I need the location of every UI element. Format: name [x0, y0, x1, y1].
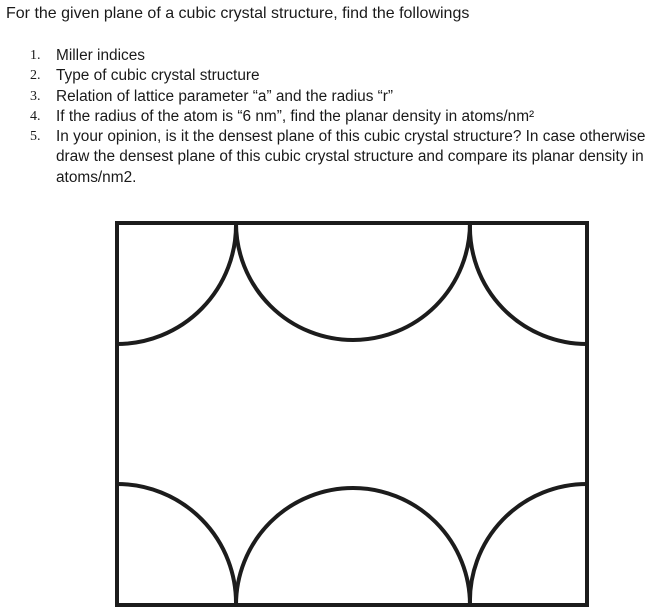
question-text: Type of cubic crystal structure: [56, 67, 260, 85]
question-number: 3.: [30, 88, 41, 104]
question-number: 2.: [30, 68, 41, 84]
problem-intro: For the given plane of a cubic crystal structure, find the followings: [6, 5, 470, 22]
atom-arc-bottom-right: [470, 484, 587, 605]
question-number: 5.: [30, 129, 41, 145]
atom-arc-top-right: [470, 223, 587, 344]
question-number: 1.: [30, 48, 41, 63]
question-text: Miller indices: [56, 47, 145, 64]
question-text: In your opinion, is it the densest plane of this cubic crystal structure? In case otherwise draw the densest plane of this cubic crystal structure and compare its planar density in atoms/nm2.: [56, 128, 646, 186]
question-text: If the radius of the atom is “6 nm”, find the planar density in atoms/nm²: [56, 107, 535, 125]
atom-arc-top-left: [117, 223, 236, 344]
question-number: 4.: [30, 108, 41, 124]
atom-arc-bottom-left: [117, 484, 236, 605]
unit-cell-outline: [117, 223, 587, 605]
atom-arc-top-center: [236, 223, 470, 340]
atom-arc-bottom-center: [236, 488, 470, 605]
question-text: Relation of lattice parameter “a” and the radius “r”: [56, 87, 394, 105]
